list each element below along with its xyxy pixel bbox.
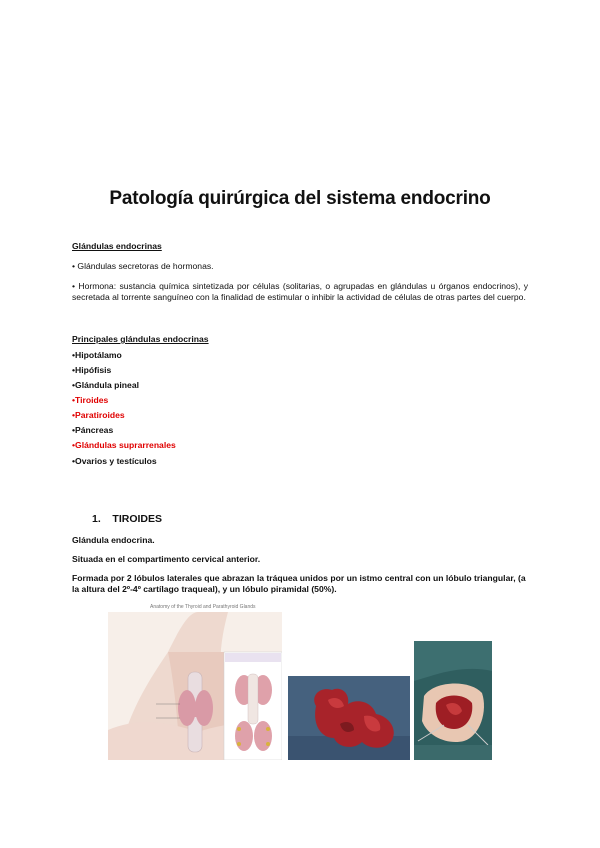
section-heading-principales: Principales glándulas endocrinas <box>72 334 209 344</box>
list-item: •Hipotálamo <box>72 350 122 360</box>
thyroid-anatomy-illustration <box>108 612 282 760</box>
paragraph: Situada en el compartimento cervical anterior. <box>72 554 261 564</box>
list-item: •Páncreas <box>72 425 114 435</box>
figure-caption: Anatomy of the Thyroid and Parathyroid Glands <box>150 604 256 610</box>
paragraph: Formada por 2 lóbulos laterales que abrazan la tráquea unidos por un istmo central con un lóbulo triangular, (a la altura del 2º-4º cartílago traqueal), y un lóbulo piramidal (50%). <box>72 573 526 594</box>
section-heading-tiroides: 1. TIROIDES <box>92 513 163 525</box>
list-item: •Hipófisis <box>72 365 112 375</box>
list-item: •Glándula pineal <box>72 380 139 390</box>
bullet-hormona: • Hormona: sustancia química sintetizada por células (solitarias, o agrupadas en glándulas u órganos endocrinos), y secretada al torrente sanguíneo con la finalidad de estimular o inhibir la actividad de células de otras partes del cuerpo. <box>72 281 528 302</box>
list-item: •Ovarios y testículos <box>72 456 157 466</box>
list-item-highlight: •Glándulas suprarrenales <box>72 440 176 450</box>
section-heading-glandulas: Glándulas endocrinas <box>72 241 162 251</box>
bullet-secretoras: • Glándulas secretoras de hormonas. <box>72 261 214 271</box>
thyroid-specimen-photo <box>288 676 410 760</box>
list-item-highlight: •Paratiroides <box>72 410 125 420</box>
list-item-highlight: •Tiroides <box>72 395 109 405</box>
page-title: Patología quirúrgica del sistema endocrino <box>109 188 491 209</box>
paragraph: Glándula endocrina. <box>72 535 155 545</box>
thyroid-surgery-photo <box>414 641 492 760</box>
